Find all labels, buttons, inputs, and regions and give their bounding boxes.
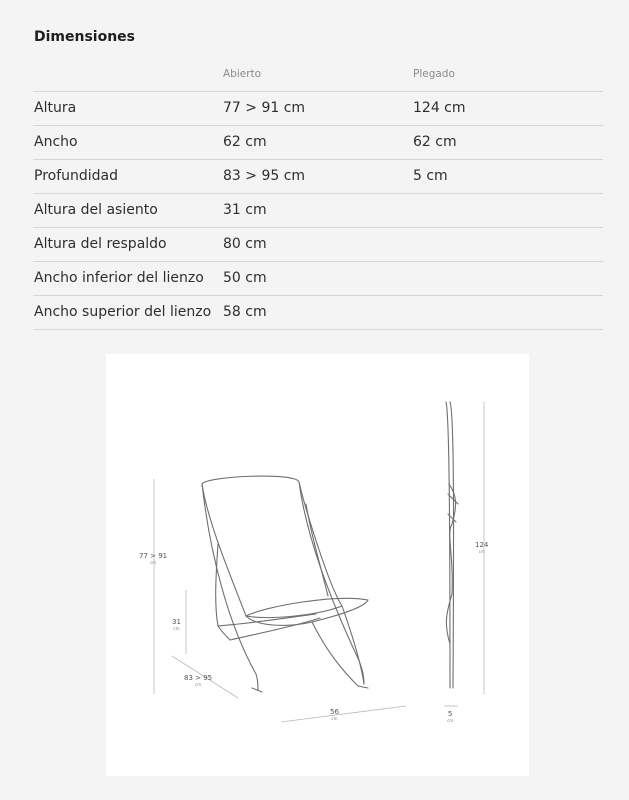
folded-chair-canvas — [446, 484, 455, 644]
dim-unit: cm — [331, 716, 338, 721]
table-row — [33, 92, 603, 126]
dim-value-height-open: 77 > 91 — [139, 552, 168, 560]
row-label: Altura del respaldo — [34, 236, 167, 252]
row-value-open: 83 > 95 cm — [223, 168, 306, 184]
chair-foot — [252, 688, 262, 692]
chair-foot-2 — [358, 686, 368, 688]
section-title: Dimensiones — [34, 29, 136, 45]
dim-value-depth-open: 83 > 95 — [184, 674, 213, 682]
row-value-open: 80 cm — [223, 236, 267, 252]
table-row — [33, 296, 603, 330]
dim-value-depth-folded: 5 — [447, 710, 453, 718]
row-value-open: 58 cm — [223, 304, 267, 320]
row-label: Altura — [34, 100, 77, 116]
row-label: Ancho — [34, 134, 78, 150]
dim-unit: cm — [195, 682, 202, 687]
table-row — [33, 126, 603, 160]
chair-dimensions-diagram — [106, 354, 529, 776]
chair-drawing — [106, 354, 529, 776]
dim-value-seat-height: 31 — [172, 618, 181, 626]
chair-back-canvas — [202, 476, 342, 617]
dim-unit: cm — [150, 560, 157, 565]
dim-line-width — [281, 706, 406, 722]
table-row — [33, 228, 603, 262]
row-label: Ancho superior del lienzo — [34, 304, 212, 320]
dim-unit: cm — [173, 626, 180, 631]
row-label: Ancho inferior del lienzo — [34, 270, 204, 286]
dim-label-depth-open — [184, 674, 212, 687]
table-row — [33, 194, 603, 228]
dim-unit: cm — [478, 549, 485, 554]
dim-label-height-folded — [475, 541, 488, 554]
dim-label-depth-folded — [447, 710, 453, 723]
dim-label-seat-height — [172, 618, 181, 631]
row-value-folded: 62 cm — [413, 134, 457, 150]
table-header — [0, 68, 629, 88]
table-row — [33, 160, 603, 194]
dim-label-height-open — [139, 552, 167, 565]
dim-label-width — [330, 708, 339, 721]
row-value-open: 50 cm — [223, 270, 267, 286]
row-value-folded: 5 cm — [413, 168, 448, 184]
folded-chair-frame — [446, 402, 450, 688]
dim-unit: cm — [447, 718, 454, 723]
dimensions-table — [33, 91, 603, 330]
row-label: Altura del asiento — [34, 202, 158, 218]
row-value-open: 77 > 91 cm — [223, 100, 306, 116]
column-header-folded: Plegado — [413, 68, 455, 80]
row-value-folded: 124 cm — [413, 100, 466, 116]
row-label: Profundidad — [34, 168, 119, 184]
chair-crossbar — [230, 618, 320, 640]
dim-value-height-folded: 124 — [475, 541, 489, 549]
column-header-open: Abierto — [223, 68, 262, 80]
table-row — [33, 262, 603, 296]
row-value-open: 31 cm — [223, 202, 267, 218]
dim-value-width: 56 — [330, 708, 339, 716]
row-value-open: 62 cm — [223, 134, 267, 150]
chair-rear-frame — [202, 484, 258, 690]
